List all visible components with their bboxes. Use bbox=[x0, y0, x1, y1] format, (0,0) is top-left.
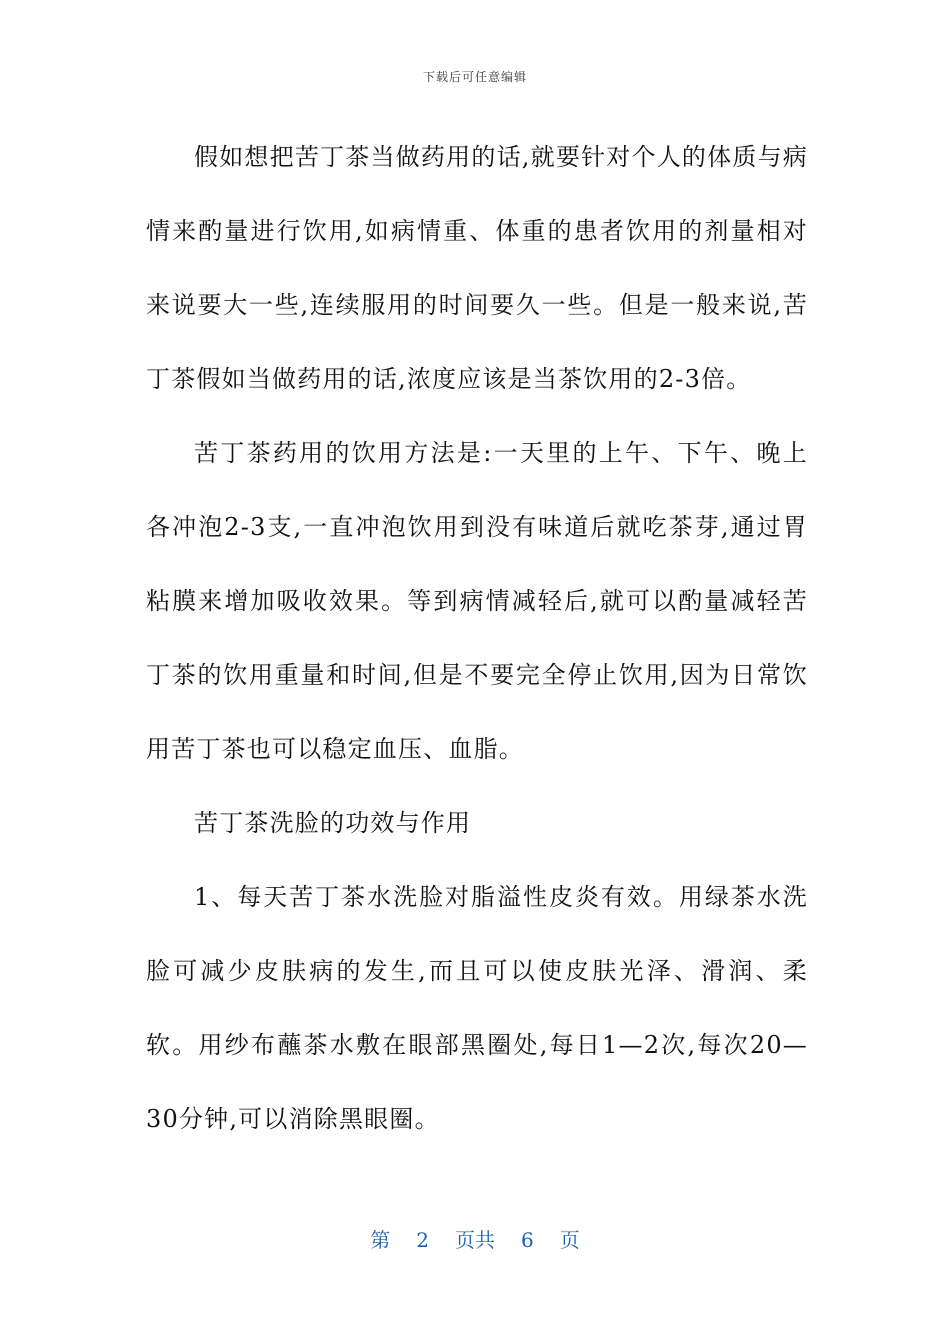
footer-middle: 页共 bbox=[455, 1228, 495, 1252]
paragraph-medicinal-dosage: 假如想把苦丁茶当做药用的话,就要针对个人的体质与病情来酌量进行饮用,如病情重、体重的患者饮用的剂量相对来说要大一些,连续服用的时间要久一些。但是一般来说,苦丁茶假如当做药用的话,浓度应该是当茶饮用的2-3倍。 bbox=[146, 143, 808, 393]
footer-total-pages: 6 bbox=[521, 1228, 534, 1252]
footer-prefix: 第 bbox=[370, 1228, 391, 1252]
paragraph-face-wash-benefit-1: 1、每天苦丁茶水洗脸对脂溢性皮炎有效。用绿茶水洗脸可减少皮肤病的发生,而且可以使皮肤光泽、滑润、柔软。用纱布蘸茶水敷在眼部黑圈处,每日1—2次,每次20—30分钟,可以消除黑眼圈。 bbox=[146, 883, 808, 1133]
footer-suffix: 页 bbox=[559, 1228, 580, 1252]
section-heading-face-wash: 苦丁茶洗脸的功效与作用 bbox=[194, 809, 472, 837]
page-header: 下载后可任意编辑 bbox=[422, 70, 527, 84]
document-body bbox=[146, 120, 808, 1156]
page-footer bbox=[0, 1224, 950, 1253]
footer-current-page: 2 bbox=[416, 1228, 429, 1252]
paragraph-drinking-method: 苦丁茶药用的饮用方法是:一天里的上午、下午、晚上各冲泡2-3支,一直冲泡饮用到没有味道后就吃茶芽,通过胃粘膜来增加吸收效果。等到病情减轻后,就可以酌量减轻苦丁茶的饮用重量和时间,但是不要完全停止饮用,因为日常饮用苦丁茶也可以稳定血压、血脂。 bbox=[146, 439, 808, 763]
